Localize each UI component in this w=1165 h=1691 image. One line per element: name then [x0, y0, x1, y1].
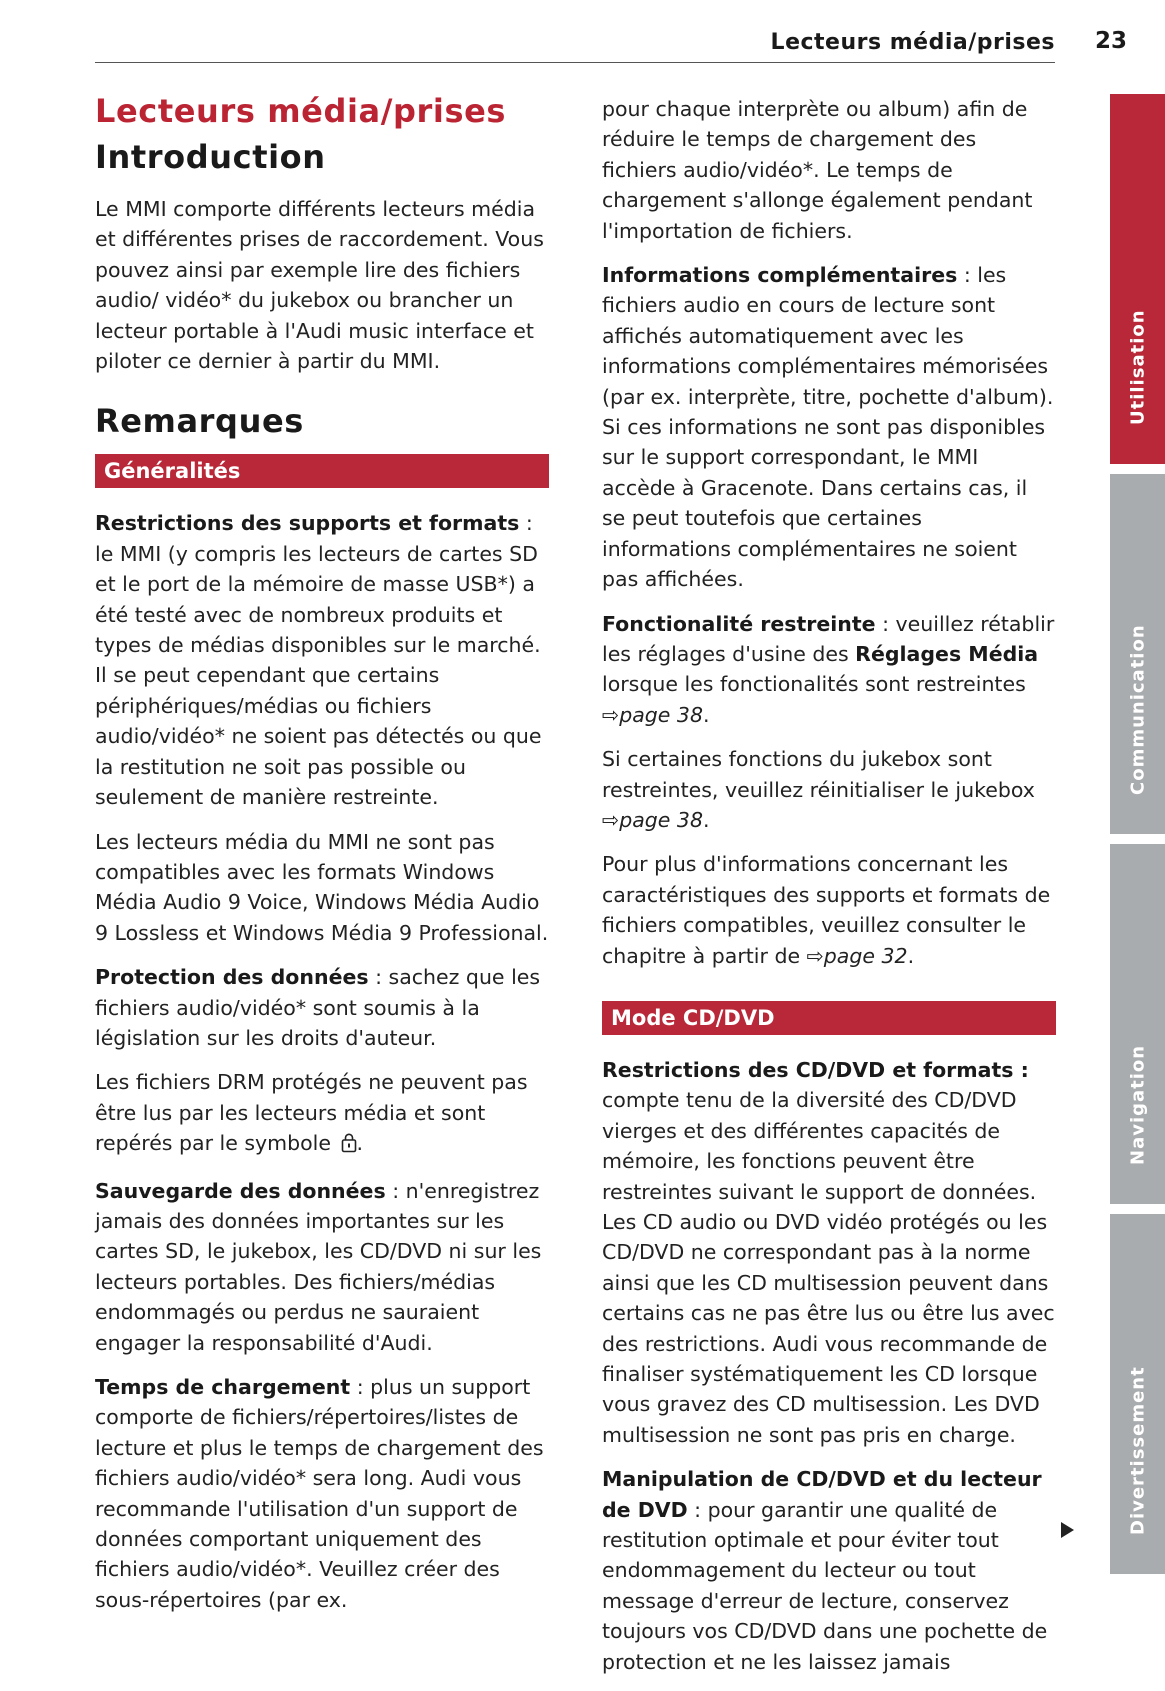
arrow-right-icon: ⇨ [602, 807, 620, 832]
paragraph-drm: Les fichiers DRM protégés ne peuvent pas être lus par les lecteurs média et sont repérés par le symbole . [95, 1067, 549, 1161]
paragraph-cd-restrictions: Restrictions des CD/DVD et formats : compte tenu de la diversité des CD/DVD vierges et des différentes capacités de mémoire, les fonctions peuvent être restreintes suivant le support de données. Les CD audio ou DVD vidéo protégés ou les CD/DVD ne correspondant pas à la norme ainsi que les CD multisession peuvent dans certains cas ne pas être lus ou être lus avec des restrictions. Audi vous recommande de finaliser systématiquement les CD lorsque vous gravez des CD multisession. Les DVD multisession ne sont pas pris en charge. [602, 1057, 1055, 1447]
term-informations: Informations complémentaires [602, 263, 958, 288]
term-temps: Temps de chargement [95, 1375, 351, 1399]
term-reglages-media: Réglages Média [855, 641, 1039, 666]
left-column [95, 90, 549, 1629]
tab-communication[interactable]: Communication [1110, 474, 1165, 834]
intro-paragraph: Le MMI comporte différents lecteurs média et différentes prises de raccordement. Vous pouvez ainsi par exemple lire des fichiers audio/ vidéo* du jukebox ou brancher un lecteur portable à l'Audi music interface et piloter ce dernier à partir du MMI. [95, 197, 544, 374]
arrow-right-icon: ⇨ [806, 943, 824, 968]
term-sauvegarde: Sauvegarde des données [95, 1178, 386, 1203]
paragraph-protection: Protection des données : sachez que les fichiers audio/vidéo* sont soumis à la législation sur les droits d'auteur. [95, 965, 541, 1050]
remarques-heading: Remarques [95, 402, 304, 441]
paragraph-fonctionalite: Fonctionalité restreinte : veuillez rétablir les réglages d'usine des Réglages Média lorsque les fonctionalités sont restreintes ⇨page 38. [602, 611, 1055, 727]
tab-navigation[interactable]: Navigation [1110, 844, 1165, 1204]
paragraph-jukebox: Si certaines fonctions du jukebox sont restreintes, veuillez réinitialiser le jukebox ⇨page 38. [602, 747, 1035, 832]
term-fonctionalite: Fonctionalité restreinte [602, 611, 876, 636]
tab-utilisation[interactable]: Utilisation [1110, 94, 1165, 464]
term-restrictions: Restrictions des supports et formats [95, 511, 520, 536]
page-number: 23 [1095, 28, 1128, 54]
lock-icon [341, 1131, 357, 1161]
paragraph-formats: Les lecteurs média du MMI ne sont pas compatibles avec les formats Windows Média Audio 9 Voice, Windows Média Audio 9 Lossless et Windows Média 9 Professional. [95, 829, 549, 945]
paragraph-restrictions: Restrictions des supports et formats : le MMI (y compris les lecteurs de cartes SD et le port de la mémoire de masse USB*) a été testé avec de nombreux produits et types de médias disponibles sur le marché. Il se peut cependant que certains périphériques/médias ou fichiers audio/vidéo* ne soient pas détectés ou que la restitution ne soit pas possible ou seulement de manière restreinte. [95, 511, 542, 810]
mode-cd-dvd-bar: Mode CD/DVD [602, 1001, 1056, 1035]
section-heading: Lecteurs média/prises [95, 92, 507, 130]
running-header-title: Lecteurs média/prises [770, 30, 1055, 55]
paragraph-continued: pour chaque interprète ou album) afin de réduire le temps de chargement des fichiers audio/vidéo*. Le temps de chargement s'allonge également pendant l'importation de fichiers. [602, 97, 1033, 243]
paragraph-manipulation: Manipulation de CD/DVD et du lecteur de DVD : pour garantir une qualité de restitution optimale et pour éviter tout endommagement du lecteur ou tout message d'erreur de lecture, conservez toujours vos CD/DVD dans une pochette de protection et ne les laissez jamais [602, 1467, 1048, 1674]
tab-divertissement[interactable]: Divertissement [1110, 1214, 1165, 1574]
arrow-right-icon: ⇨ [602, 702, 620, 727]
paragraph-plus-infos: Pour plus d'informations concernant les caractéristiques des supports et formats de fichiers compatibles, veuillez consulter le chapitre à partir de ⇨page 32. [602, 852, 1051, 968]
header-rule [95, 62, 1055, 63]
page-ref-32[interactable]: ⇨page 32 [806, 943, 908, 968]
page-ref-38b[interactable]: ⇨page 38 [602, 807, 703, 832]
paragraph-sauvegarde: Sauvegarde des données : n'enregistrez jamais des données importantes sur les cartes SD, le jukebox, les CD/DVD ni sur les lecteurs portables. Des fichiers/médias endommagés ou perdus ne sauraient engager la responsabilité d'Audi. [95, 1178, 542, 1355]
generalites-bar: Généralités [95, 454, 549, 488]
right-column [602, 94, 1056, 1691]
page-ref-38a[interactable]: ⇨page 38 [602, 702, 703, 727]
intro-heading: Introduction [95, 138, 326, 176]
paragraph-informations: Informations complémentaires : les fichiers audio en cours de lecture sont affichés automatiquement avec les informations complémentaires mémorisées (par ex. interprète, titre, pochette d'album). Si ces informations ne sont pas disponibles sur le support correspondant, le MMI accède à Gracenote. Dans certains cas, il se peut toutefois que certaines informations complémentaires ne soient pas affichées. [602, 263, 1054, 592]
continue-arrow-icon [1061, 1522, 1074, 1538]
term-protection: Protection des données [95, 965, 369, 990]
term-cd-restrictions: Restrictions des CD/DVD et formats : [602, 1057, 1029, 1082]
term-manipulation: Manipulation de CD/DVD et du lecteur de DVD [602, 1467, 1042, 1522]
paragraph-temps: Temps de chargement : plus un support comporte de fichiers/répertoires/listes de lecture et plus le temps de chargement des fichiers audio/vidéo* sera long. Audi vous recommande l'utilisation d'un support de données comportant uniquement des fichiers audio/vidéo*. Veuillez créer des sous-répertoires (par ex. [95, 1375, 544, 1612]
